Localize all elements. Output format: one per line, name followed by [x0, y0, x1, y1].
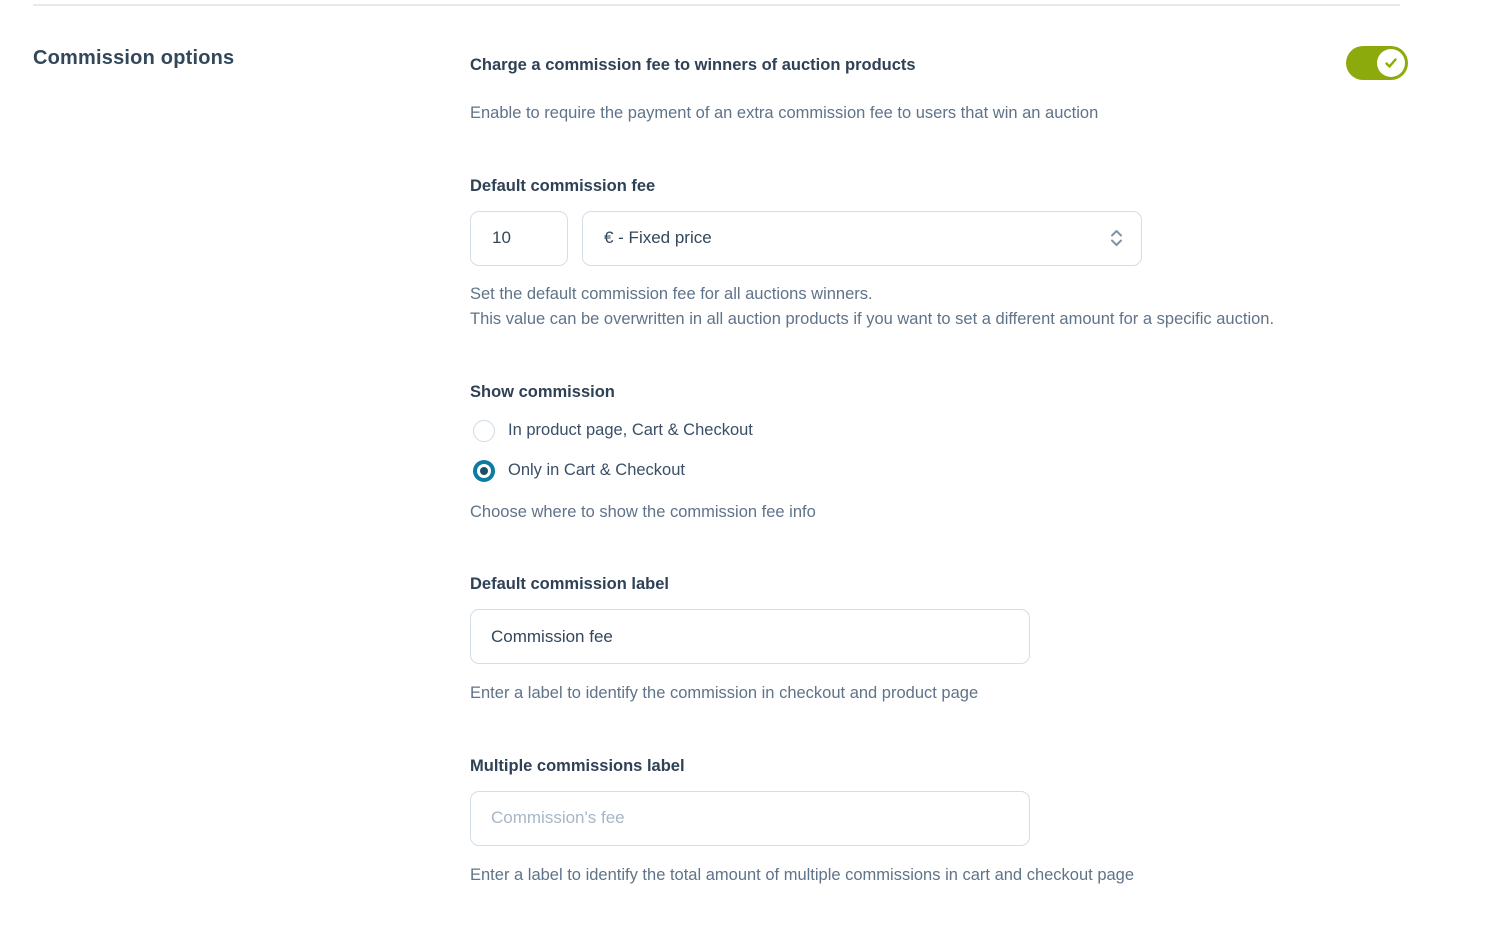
fee-description-line-1: Set the default commission fee for all auctions winners. [470, 284, 873, 303]
commission-amount-input[interactable] [470, 211, 568, 266]
radio-option-product-cart-checkout [473, 420, 1408, 442]
radio-label-only-cart-checkout[interactable]: Only in Cart & Checkout [508, 461, 685, 479]
default-commission-label-field [470, 575, 1408, 707]
multiple-commissions-label-field [470, 757, 1408, 889]
show-commission-description: Choose where to show the commission fee info [470, 502, 816, 521]
fields-column [470, 6, 1500, 888]
multiple-commissions-label-description: Enter a label to identify the total amount of multiple commissions in cart and checkout page [470, 865, 1135, 884]
default-commission-label-description: Enter a label to identify the commission in checkout and product page [470, 684, 979, 702]
default-commission-label-input[interactable] [470, 609, 1030, 664]
default-commission-fee-label: Default commission fee [470, 176, 656, 195]
radio-button-only-cart-checkout[interactable] [473, 460, 495, 482]
multiple-commissions-label-input[interactable] [470, 791, 1030, 846]
default-commission-fee-description [470, 282, 1350, 333]
radio-label-product-cart-checkout[interactable]: In product page, Cart & Checkout [508, 421, 753, 439]
fee-controls [470, 211, 1408, 266]
check-icon [1383, 55, 1399, 71]
radio-option-only-cart-checkout [473, 460, 1408, 482]
settings-page [0, 4, 1500, 937]
chevron-up-down-icon [1109, 226, 1124, 250]
charge-commission-field [470, 46, 1408, 80]
commission-options-section [0, 6, 1500, 888]
section-title-column [33, 6, 470, 70]
radio-button-product-cart-checkout[interactable] [473, 420, 495, 442]
commission-type-select[interactable] [582, 211, 1142, 266]
charge-commission-toggle[interactable] [1346, 46, 1408, 80]
fee-description-line-2: This value can be overwritten in all auction products if you want to set a different amount for a specific auction. [470, 310, 1275, 328]
commission-type-selected-value: € - Fixed price [604, 228, 712, 247]
default-commission-fee-field [470, 177, 1408, 333]
default-commission-label-label: Default commission label [470, 575, 669, 593]
multiple-commissions-label-label: Multiple commissions label [470, 756, 685, 775]
charge-commission-description: Enable to require the payment of an extra commission fee to users that win an auction [470, 104, 1099, 122]
section-title: Commission options [33, 47, 235, 69]
charge-commission-label: Charge a commission fee to winners of auction products [470, 56, 916, 74]
show-commission-field [470, 383, 1408, 526]
show-commission-label: Show commission [470, 382, 615, 401]
toggle-knob [1377, 49, 1405, 77]
